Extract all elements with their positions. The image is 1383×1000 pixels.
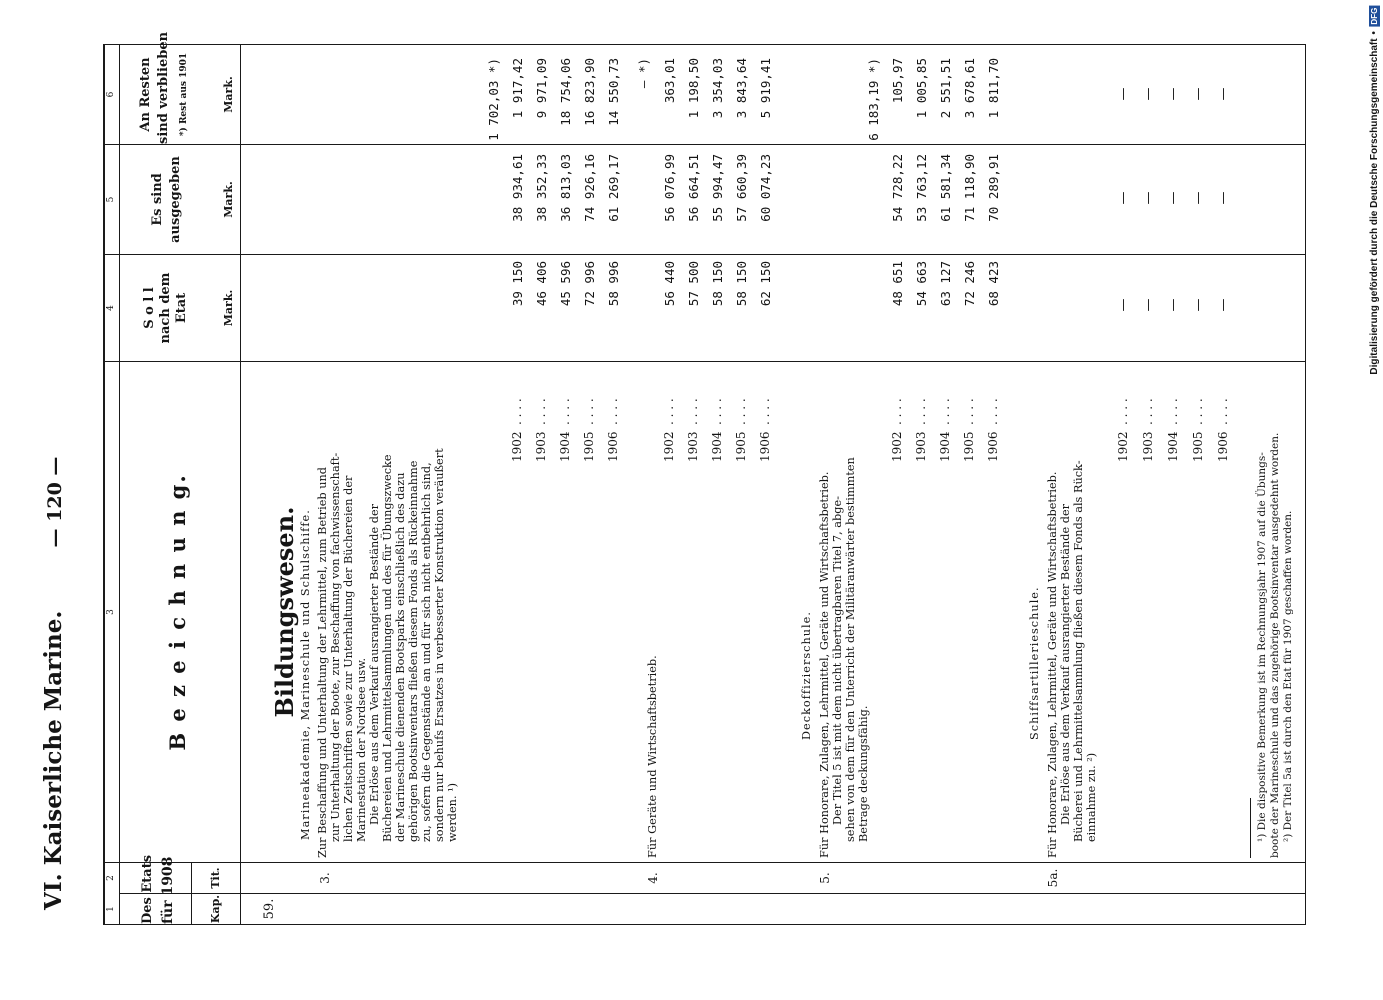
header-bottom-rule bbox=[240, 45, 241, 925]
soll-header-line2: nach dem bbox=[158, 272, 173, 344]
kap-header: Kap. bbox=[209, 894, 222, 924]
soll-value: 68 423 bbox=[986, 261, 1001, 307]
entry-text-line: lichen Zeitschriften sowie zur Unterhaltung der Büchereien der bbox=[342, 475, 355, 842]
bezeichnung-header: B e z e i c h n u n g. bbox=[165, 473, 190, 751]
ausgegeben-unit: Mark. bbox=[222, 181, 235, 218]
reste-value: 9 971,09 bbox=[534, 58, 549, 119]
soll-value: 58 150 bbox=[710, 261, 725, 307]
dot-leader: . . . . bbox=[1191, 398, 1205, 425]
reste-value: 5 919,41 bbox=[758, 58, 773, 119]
entry-text-line: werden. ¹) bbox=[446, 782, 459, 842]
col-rule-left bbox=[103, 924, 1306, 925]
col-number: 4 bbox=[106, 305, 116, 311]
soll-value: 72 246 bbox=[962, 261, 977, 307]
dot-leader: . . . . bbox=[734, 398, 748, 425]
soll-value: 72 996 bbox=[582, 261, 597, 307]
page-number: — 120 — bbox=[44, 456, 66, 548]
reste-value: 1 198,50 bbox=[686, 58, 701, 119]
etat-sub-rule bbox=[191, 863, 192, 925]
reste-value: 3 843,64 bbox=[734, 58, 749, 119]
reste-value: — bbox=[1216, 87, 1231, 101]
reste-value: 1 917,42 bbox=[510, 58, 525, 119]
year-label: 1902 bbox=[662, 431, 676, 462]
year-label: 1906 bbox=[606, 431, 620, 462]
year-label: 1902 bbox=[890, 431, 904, 462]
entry-text-line: zu, sofern die Gegenstände an und für sich nicht entbehrlich sind, bbox=[420, 462, 433, 842]
reste-value: — bbox=[1116, 87, 1131, 101]
year-label: 1904 bbox=[558, 431, 572, 462]
reste-header-line2: sind verblieben bbox=[156, 31, 171, 144]
entry-text-line: Betrage deckungsfähig. bbox=[857, 705, 870, 842]
entry-text-line: einnahme zu. ²) bbox=[1085, 752, 1098, 842]
entry-text-line: Marinestation der Nordsee usw. bbox=[355, 657, 368, 842]
year-label: 1903 bbox=[534, 431, 548, 462]
year-label: 1904 bbox=[710, 431, 724, 462]
year-label: 1903 bbox=[686, 431, 700, 462]
reste-value: — bbox=[1191, 87, 1206, 101]
entry-text-line: Der Titel 5 ist mit dem nicht übertragbaren Titel 7, abge- bbox=[831, 496, 844, 825]
dot-leader: . . . . bbox=[1116, 398, 1130, 425]
tit-header: Tit. bbox=[209, 867, 222, 889]
soll-value: 57 500 bbox=[686, 261, 701, 307]
soll-value: 56 440 bbox=[662, 261, 677, 307]
ausgegeben-value: — bbox=[1166, 191, 1181, 205]
year-label: 1903 bbox=[1141, 431, 1155, 462]
reste-value: 3 678,61 bbox=[962, 58, 977, 119]
soll-unit: Mark. bbox=[222, 289, 235, 327]
soll-header-line3: Etat bbox=[174, 292, 189, 324]
soll-value: — bbox=[1191, 298, 1206, 312]
reste-value: 1 005,85 bbox=[914, 58, 929, 119]
soll-value: 54 663 bbox=[914, 261, 929, 307]
col-rule-right bbox=[103, 44, 1306, 45]
reste-value: — bbox=[1166, 87, 1181, 101]
entry-heading: Marineakademie, Marineschule und Schulschiffe. bbox=[299, 509, 312, 840]
entry-heading: Schiffsartillerieschule. bbox=[1028, 586, 1041, 740]
year-label: 1905 bbox=[962, 431, 976, 462]
table-top-rule bbox=[103, 45, 105, 925]
reste-value: — bbox=[1141, 87, 1156, 101]
soll-value: — bbox=[1116, 298, 1131, 312]
ausgegeben-value: 56 076,99 bbox=[662, 154, 677, 222]
tit-number: 4. bbox=[646, 872, 660, 884]
ausgegeben-value: — bbox=[1141, 191, 1156, 205]
reste-value: 1 811,70 bbox=[986, 58, 1001, 119]
entry-text-line: Für Geräte und Wirtschaftsbetrieb. bbox=[646, 655, 659, 858]
table-bottom-rule bbox=[1305, 45, 1306, 925]
entry-text-line: gehörigen Bootsinventars fließen diesem Fonds als Rückeinnahme bbox=[407, 460, 420, 842]
year-label: 1906 bbox=[758, 431, 772, 462]
year-label: 1905 bbox=[734, 431, 748, 462]
entry-text-line: Für Honorare, Zulagen, Lehrmittel, Geräte und Wirtschaftsbetrieb. bbox=[1046, 471, 1059, 858]
col-number: 5 bbox=[106, 196, 116, 203]
reste-value: 105,97 bbox=[890, 58, 905, 104]
ausgegeben-value: 60 074,23 bbox=[758, 154, 773, 222]
tit-number: 5. bbox=[818, 872, 832, 884]
ausgegeben-value: 71 118,90 bbox=[962, 154, 977, 222]
reste-value: 16 823,90 bbox=[582, 58, 597, 126]
col-number: 2 bbox=[106, 875, 116, 881]
dot-leader: . . . . bbox=[1141, 398, 1155, 425]
dot-leader: . . . . bbox=[758, 398, 772, 425]
soll-value: 62 150 bbox=[758, 261, 773, 307]
dot-leader: . . . . bbox=[582, 398, 596, 425]
ausgegeben-value: 57 660,39 bbox=[734, 154, 749, 222]
tit-number: 3. bbox=[318, 872, 332, 884]
dot-leader: . . . . bbox=[986, 398, 1000, 425]
col-number: 6 bbox=[106, 91, 116, 98]
ausgegeben-value: 36 813,03 bbox=[558, 154, 573, 222]
reste-value: 2 551,51 bbox=[938, 58, 953, 119]
dot-leader: . . . . bbox=[1216, 398, 1230, 425]
dot-leader: . . . . bbox=[534, 398, 548, 425]
year-label: 1902 bbox=[1116, 431, 1130, 462]
etat-header-line1: Des Etats bbox=[140, 854, 155, 924]
soll-value: 58 150 bbox=[734, 261, 749, 307]
ausgegeben-value: 61 581,34 bbox=[938, 154, 953, 222]
soll-value: — bbox=[1141, 298, 1156, 312]
reste-note: *) Rest aus 1901 bbox=[179, 52, 189, 137]
soll-value: 39 150 bbox=[510, 261, 525, 307]
soll-value: 63 127 bbox=[938, 261, 953, 307]
year-label: 1902 bbox=[510, 431, 524, 462]
ausgegeben-value: — bbox=[1191, 191, 1206, 205]
entry-text-line: Büchereien und Lehrmittelsammlungen und des für Übungszwecke bbox=[381, 454, 394, 842]
col-rule-kap bbox=[119, 893, 1306, 894]
dot-leader: . . . . bbox=[606, 398, 620, 425]
ausgegeben-header-line2: ausgegeben bbox=[168, 156, 183, 243]
digitization-note: Digitalisierung gefördert durch die Deutsche Forschungsgemeinschaft • DFG bbox=[1368, 8, 1380, 375]
reste-header-line1: An Resten bbox=[138, 57, 153, 132]
section-title: Bildungswesen. bbox=[270, 506, 299, 718]
footnote-rule bbox=[1250, 798, 1251, 858]
footnote-line: ²) Der Titel 5a ist durch den Etat für 1907 geschaffen worden. bbox=[1282, 510, 1294, 842]
rest-1901: 6 183,19 *) bbox=[866, 58, 881, 141]
rest-1901: 1 702,03 *) bbox=[486, 58, 501, 141]
entry-heading: Deckoffizierschule. bbox=[800, 611, 813, 740]
entry-text-line: Bücherei und Lehrmittelsammlung fließen diesem Fonds als Rück- bbox=[1072, 460, 1085, 842]
soll-value: 48 651 bbox=[890, 261, 905, 307]
running-title: VI. Kaiserliche Marine. bbox=[40, 610, 67, 910]
digitization-note-text: Digitalisierung gefördert durch die Deutsche Forschungsgemeinschaft bbox=[1368, 38, 1380, 375]
entry-text-line: zur Unterhaltung der Boote, zur Beschaffung von fachwissenschaft- bbox=[329, 452, 342, 842]
entry-text-line: sondern nur behufs Ersatzes in verbesserter Konstruktion veräußert bbox=[433, 448, 446, 842]
dfg-logo: DFG bbox=[1369, 8, 1379, 25]
footnote-line: ¹) Die dispositive Bemerkung ist im Rechnungsjahr 1907 auf die Übungs- bbox=[1256, 452, 1268, 842]
soll-header-line1: S o l l bbox=[142, 287, 157, 329]
footnote-line: boote der Marineschule und das zugehörige Bootsinventar ausgedehnt worden. bbox=[1269, 432, 1281, 858]
col-number: 3 bbox=[106, 609, 116, 615]
entry-text-line: sehen von dem für den Unterricht der Militäranwärter bestimmten bbox=[844, 457, 857, 842]
ausgegeben-value: 70 289,91 bbox=[986, 154, 1001, 222]
kapitel-number: 59. bbox=[262, 898, 277, 920]
soll-value: 46 406 bbox=[534, 261, 549, 307]
ausgegeben-value: 54 728,22 bbox=[890, 154, 905, 222]
ausgegeben-value: 61 269,17 bbox=[606, 154, 621, 222]
entry-text-line: Zur Beschaffung und Unterhaltung der Lehrmittel, zum Betrieb und bbox=[316, 467, 329, 858]
col-rule-soll bbox=[103, 254, 1306, 255]
reste-unit: Mark. bbox=[222, 76, 235, 113]
year-label: 1903 bbox=[914, 431, 928, 462]
soll-value: 45 596 bbox=[558, 261, 573, 307]
dot-leader: . . . . bbox=[914, 398, 928, 425]
dot-leader: . . . . bbox=[558, 398, 572, 425]
dot-leader: . . . . bbox=[686, 398, 700, 425]
dot-leader: . . . . bbox=[710, 398, 724, 425]
ausgegeben-header-line1: Es sind bbox=[150, 173, 165, 226]
entry-text-line: Für Honorare, Zulagen, Lehrmittel, Geräte und Wirtschaftsbetrieb. bbox=[818, 471, 831, 858]
soll-value: — bbox=[1166, 298, 1181, 312]
year-label: 1904 bbox=[1166, 431, 1180, 462]
ausgegeben-value: 56 664,51 bbox=[686, 154, 701, 222]
reste-value: 18 754,06 bbox=[558, 58, 573, 126]
ausgegeben-value: — bbox=[1216, 191, 1231, 205]
reste-value: 363,01 bbox=[662, 58, 677, 104]
column-number-rule bbox=[119, 45, 120, 925]
tit-number: 5a. bbox=[1046, 868, 1060, 888]
dot-leader: . . . . bbox=[962, 398, 976, 425]
entry-text-line: Die Erlöse aus dem Verkauf ausrangierter Bestände der bbox=[1059, 503, 1072, 825]
reste-value: 14 550,73 bbox=[606, 58, 621, 126]
year-label: 1905 bbox=[582, 431, 596, 462]
ausgegeben-value: 53 763,12 bbox=[914, 154, 929, 222]
col-rule-tit bbox=[103, 862, 1306, 863]
entry-text-line: der Marineschule dienenden Bootsparks einschließlich des dazu bbox=[394, 472, 407, 842]
dot-leader: . . . . bbox=[890, 398, 904, 425]
ausgegeben-value: 38 934,61 bbox=[510, 154, 525, 222]
year-label: 1904 bbox=[938, 431, 952, 462]
reste-value: 3 354,03 bbox=[710, 58, 725, 119]
ausgegeben-value: 55 994,47 bbox=[710, 154, 725, 222]
etat-header-line2: für 1908 bbox=[160, 856, 176, 924]
col-number: 1 bbox=[106, 906, 116, 912]
dot-leader: . . . . bbox=[662, 398, 676, 425]
col-rule-ausgegeben bbox=[103, 144, 1306, 145]
dot-leader: . . . . bbox=[938, 398, 952, 425]
entry-text-line: Die Erlöse aus dem Verkauf ausrangierter Bestände der bbox=[368, 503, 381, 825]
dot-leader: . . . . bbox=[1166, 398, 1180, 425]
year-label: 1906 bbox=[1216, 431, 1230, 462]
ausgegeben-value: 74 926,16 bbox=[582, 154, 597, 222]
ausgegeben-value: 38 352,33 bbox=[534, 154, 549, 222]
soll-value: 58 996 bbox=[606, 261, 621, 307]
dot-leader: . . . . bbox=[510, 398, 524, 425]
year-label: 1906 bbox=[986, 431, 1000, 462]
year-label: 1905 bbox=[1191, 431, 1205, 462]
rest-1901: — *) bbox=[636, 58, 651, 89]
soll-value: — bbox=[1216, 298, 1231, 312]
ausgegeben-value: — bbox=[1116, 191, 1131, 205]
